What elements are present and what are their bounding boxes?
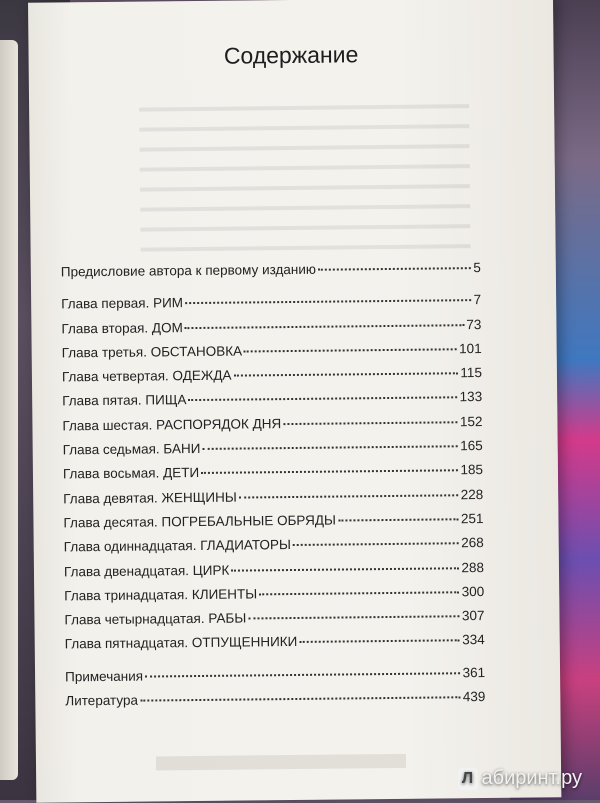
toc-entry-label: Глава шестая. РАСПОРЯДОК ДНЯ xyxy=(62,415,282,434)
previous-page-edge xyxy=(0,40,18,780)
toc-entry-page: 334 xyxy=(462,632,485,648)
toc-entry-page: 73 xyxy=(466,316,482,332)
leader-dots xyxy=(231,567,459,571)
toc-entry-page: 7 xyxy=(473,292,482,308)
toc-entry-page: 133 xyxy=(459,389,483,405)
leader-dots xyxy=(259,591,460,595)
toc-entry-page: 101 xyxy=(459,340,482,357)
bleed-through-text xyxy=(139,88,471,281)
leader-dots xyxy=(299,640,460,644)
bleed-through-footer xyxy=(156,754,406,771)
toc-entry-page: 5 xyxy=(473,260,481,276)
toc-entry-label: Глава пятнадцатая. ОТПУЩЕННИКИ xyxy=(64,634,298,652)
leader-dots xyxy=(248,615,460,619)
leader-dots xyxy=(239,494,459,498)
toc-entry-label: Глава третья. ОБСТАНОВКА xyxy=(61,343,243,361)
leader-dots xyxy=(188,397,457,402)
leader-dots xyxy=(338,518,459,521)
toc-entry-label: Литература xyxy=(65,692,139,709)
toc-entry-label: Глава пятая. ПИЩА xyxy=(62,392,187,409)
toc-entry-label: Глава восьмая. ДЕТИ xyxy=(62,465,200,482)
toc-entry-page: 300 xyxy=(461,583,485,600)
toc-entry-page: 115 xyxy=(460,365,482,381)
toc-entry xyxy=(65,689,485,718)
page-title: Содержание xyxy=(223,41,359,69)
toc-entry-label: Глава четырнадцатая. РАБЫ xyxy=(64,610,247,628)
watermark-text: абиринт.ру xyxy=(481,767,582,789)
toc-entry xyxy=(65,632,485,661)
leader-dots xyxy=(233,372,458,376)
leader-dots xyxy=(293,543,459,547)
toc-entry-label: Глава тринадцатая. КЛИЕНТЫ xyxy=(64,586,258,604)
toc-entry-label: Глава десятая. ПОГРЕБАЛЬНЫЕ ОБРЯДЫ xyxy=(63,512,337,531)
leader-dots xyxy=(140,696,461,701)
toc-entry-label: Глава двенадцатая. ЦИРК xyxy=(63,562,230,579)
labirint-watermark xyxy=(458,767,583,790)
toc-entry-page: 268 xyxy=(461,535,484,551)
toc-entry-page: 439 xyxy=(462,689,486,705)
toc-entry-page: 185 xyxy=(460,462,484,478)
toc-entry-page: 307 xyxy=(461,608,485,624)
leader-dots xyxy=(185,324,465,329)
toc-entry-label: Глава седьмая. БАНИ xyxy=(62,441,201,458)
toc-entry-label: Глава первая. РИМ xyxy=(61,295,184,312)
leader-dots xyxy=(283,421,458,425)
toc-entry-label: Глава одиннадцатая. ГЛАДИАТОРЫ xyxy=(63,537,291,555)
toc-entry-page: 288 xyxy=(461,559,485,575)
leader-dots xyxy=(202,445,458,450)
table-of-contents xyxy=(61,260,486,718)
toc-entry-label: Предисловие автора к первому изданию xyxy=(60,261,317,280)
toc-entry-label: Глава вторая. ДОМ xyxy=(61,319,183,337)
toc-entry-label: Глава четвертая. ОДЕЖДА xyxy=(61,367,232,385)
toc-entry-page: 152 xyxy=(459,413,483,430)
leader-dots xyxy=(185,299,472,304)
toc-entry-label: Глава девятая. ЖЕНЩИНЫ xyxy=(63,489,237,507)
labirint-logo-icon: Л xyxy=(458,768,478,790)
toc-entry-label: Примечания xyxy=(64,668,144,685)
leader-dots xyxy=(318,267,471,271)
toc-entry-page: 228 xyxy=(460,486,484,502)
toc-entry-page: 361 xyxy=(462,664,486,680)
book-page xyxy=(28,0,561,803)
leader-dots xyxy=(145,672,461,677)
leader-dots xyxy=(244,348,457,352)
leader-dots xyxy=(201,470,458,475)
toc-entry-page: 251 xyxy=(460,510,484,527)
toc-entry xyxy=(61,260,481,289)
toc-entry-page: 165 xyxy=(460,438,483,454)
